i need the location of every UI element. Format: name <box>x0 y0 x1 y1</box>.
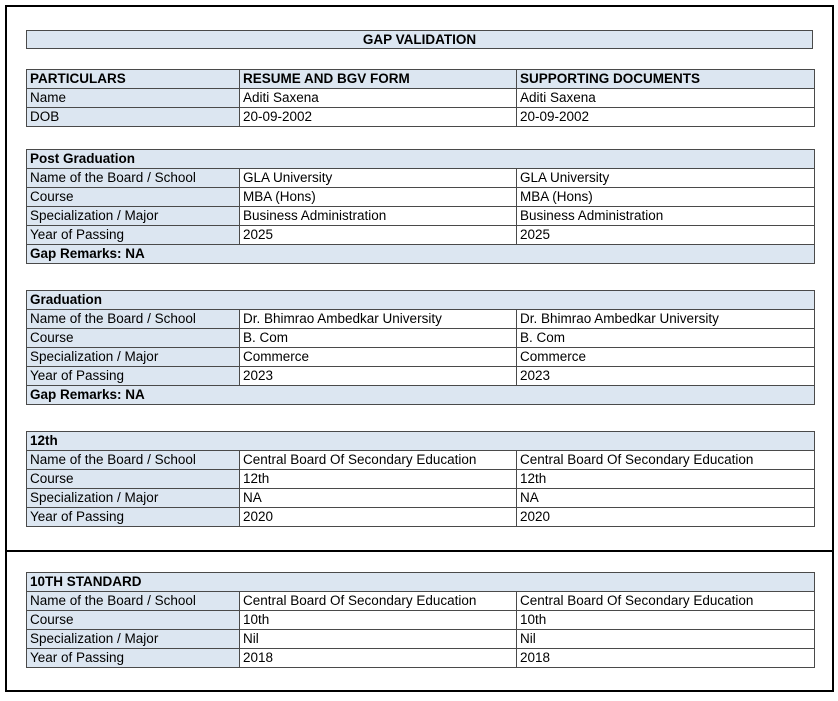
table-row <box>27 226 815 245</box>
table-row <box>27 592 815 611</box>
documents-value: Dr. Bhimrao Ambedkar University <box>517 310 815 329</box>
documents-value: Central Board Of Secondary Education <box>517 592 815 611</box>
table-row <box>27 169 815 188</box>
table-row <box>27 489 815 508</box>
table-row-name <box>27 89 815 108</box>
documents-value: GLA University <box>517 169 815 188</box>
row-label: Name <box>27 89 240 108</box>
resume-value: MBA (Hons) <box>240 188 517 207</box>
section-heading: 10TH STANDARD <box>27 573 815 592</box>
documents-value: Central Board Of Secondary Education <box>517 451 815 470</box>
documents-value: 20-09-2002 <box>517 108 815 127</box>
row-label: Year of Passing <box>27 226 240 245</box>
table-row <box>27 310 815 329</box>
particulars-table <box>26 69 815 127</box>
sheet-divider <box>5 550 834 552</box>
row-label: Specialization / Major <box>27 207 240 226</box>
documents-value: 10th <box>517 611 815 630</box>
row-label: Year of Passing <box>27 508 240 527</box>
section-heading: Post Graduation <box>27 150 815 169</box>
section-heading: Graduation <box>27 291 815 310</box>
graduation-table <box>26 290 815 405</box>
documents-value: 12th <box>517 470 815 489</box>
table-row <box>27 470 815 489</box>
resume-value: NA <box>240 489 517 508</box>
row-label: Course <box>27 188 240 207</box>
resume-value: Central Board Of Secondary Education <box>240 592 517 611</box>
gap-remarks: Gap Remarks: NA <box>27 386 815 405</box>
resume-value: 2023 <box>240 367 517 386</box>
row-label: Name of the Board / School <box>27 310 240 329</box>
column-header-row <box>27 70 815 89</box>
resume-value: Central Board Of Secondary Education <box>240 451 517 470</box>
resume-value: GLA University <box>240 169 517 188</box>
documents-value: B. Com <box>517 329 815 348</box>
table-row <box>27 451 815 470</box>
row-label: Specialization / Major <box>27 348 240 367</box>
table-row <box>27 207 815 226</box>
row-label: Name of the Board / School <box>27 169 240 188</box>
twelfth-table <box>26 431 815 527</box>
table-row <box>27 329 815 348</box>
resume-value: Dr. Bhimrao Ambedkar University <box>240 310 517 329</box>
documents-value: NA <box>517 489 815 508</box>
documents-value: 2023 <box>517 367 815 386</box>
post-graduation-table <box>26 149 815 264</box>
resume-value: B. Com <box>240 329 517 348</box>
column-header-resume: RESUME AND BGV FORM <box>240 70 517 89</box>
section-heading: 12th <box>27 432 815 451</box>
row-label: Year of Passing <box>27 367 240 386</box>
resume-value: Nil <box>240 630 517 649</box>
page-title: GAP VALIDATION <box>26 30 813 49</box>
resume-value: Commerce <box>240 348 517 367</box>
resume-value: 10th <box>240 611 517 630</box>
row-label: Course <box>27 329 240 348</box>
row-label: Name of the Board / School <box>27 451 240 470</box>
table-row <box>27 630 815 649</box>
column-header-documents: SUPPORTING DOCUMENTS <box>517 70 815 89</box>
tenth-standard-table <box>26 572 815 668</box>
resume-value: 2018 <box>240 649 517 668</box>
documents-value: Nil <box>517 630 815 649</box>
table-row <box>27 367 815 386</box>
row-label: Specialization / Major <box>27 630 240 649</box>
table-row <box>27 611 815 630</box>
resume-value: 20-09-2002 <box>240 108 517 127</box>
resume-value: 12th <box>240 470 517 489</box>
resume-value: 2025 <box>240 226 517 245</box>
documents-value: 2018 <box>517 649 815 668</box>
row-label: Name of the Board / School <box>27 592 240 611</box>
documents-value: 2025 <box>517 226 815 245</box>
table-row <box>27 508 815 527</box>
documents-value: Business Administration <box>517 207 815 226</box>
documents-value: MBA (Hons) <box>517 188 815 207</box>
row-label: Year of Passing <box>27 649 240 668</box>
row-label: Course <box>27 470 240 489</box>
resume-value: Aditi Saxena <box>240 89 517 108</box>
resume-value: 2020 <box>240 508 517 527</box>
row-label: DOB <box>27 108 240 127</box>
table-row-dob <box>27 108 815 127</box>
row-label: Specialization / Major <box>27 489 240 508</box>
gap-remarks: Gap Remarks: NA <box>27 245 815 264</box>
documents-value: Aditi Saxena <box>517 89 815 108</box>
documents-value: Commerce <box>517 348 815 367</box>
row-label: Course <box>27 611 240 630</box>
resume-value: Business Administration <box>240 207 517 226</box>
table-row <box>27 348 815 367</box>
documents-value: 2020 <box>517 508 815 527</box>
table-row <box>27 188 815 207</box>
table-row <box>27 649 815 668</box>
column-header-particulars: PARTICULARS <box>27 70 240 89</box>
